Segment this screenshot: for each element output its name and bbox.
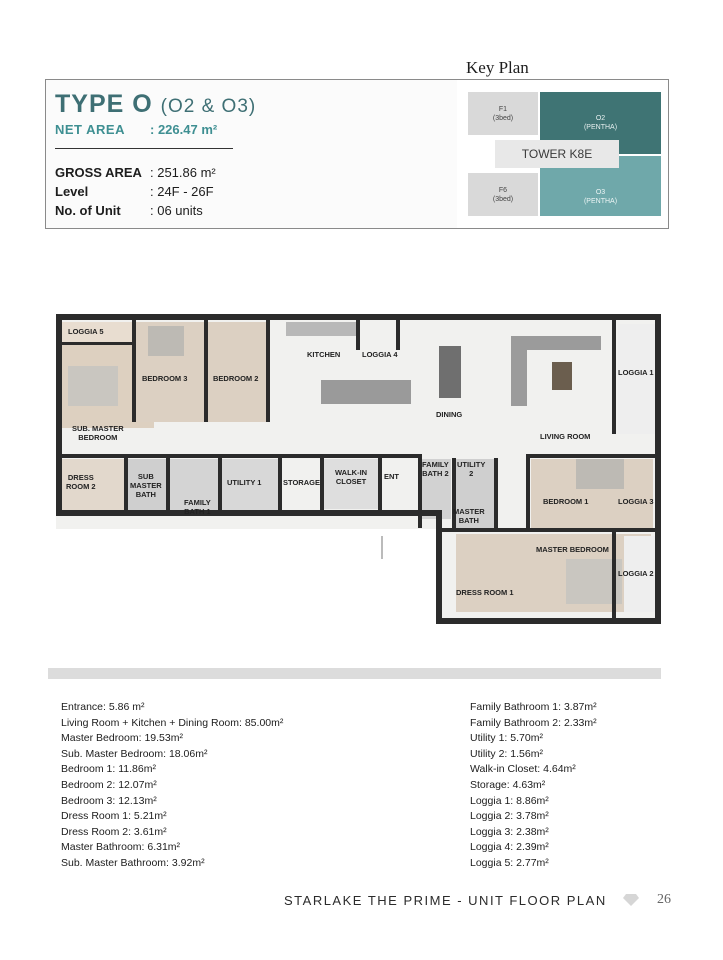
room-utility-2-line2: 2 — [469, 469, 474, 478]
level-label: Level — [55, 184, 89, 199]
area-item: Utility 1: 5.70m² — [470, 732, 543, 745]
area-item: Loggia 3: 2.38m² — [470, 825, 549, 838]
keyplan-f6-detail: (3bed) — [492, 195, 514, 203]
room-dress-1: DRESS ROOM 1 — [456, 588, 514, 597]
area-item: Living Room + Kitchen + Dining Room: 85.00m² — [61, 716, 284, 729]
keyplan-cell-f6 — [468, 173, 538, 216]
room-master-bath-line2: BATH — [458, 516, 479, 525]
area-item: Master Bathroom: 6.31m² — [61, 841, 181, 854]
room-loggia-2: LOGGIA 2 — [618, 569, 654, 578]
key-plan-diagram — [457, 79, 669, 229]
gross-area-label: GROSS AREA — [55, 165, 142, 180]
units-label: No. of Unit — [55, 203, 121, 218]
room-family-bath-2 — [422, 460, 449, 478]
area-item: Loggia 4: 2.39m² — [470, 841, 549, 854]
net-area-label: NET AREA — [55, 122, 125, 137]
room-loggia-4: LOGGIA 4 — [362, 350, 398, 359]
room-family-bath-1-line2: BATH 1 — [184, 507, 211, 516]
unit-type-title — [55, 90, 256, 119]
area-list-right — [470, 700, 597, 872]
room-bedroom-3: BEDROOM 3 — [142, 374, 188, 383]
room-utility-1: UTILITY 1 — [227, 478, 262, 487]
keyplan-o2-name: O2 — [595, 115, 606, 122]
area-item: Master Bedroom: 19.53m² — [61, 732, 183, 745]
room-family-bath-1-line1: FAMILY — [184, 498, 211, 507]
room-sub-master-line2: BEDROOM — [78, 433, 118, 442]
area-item: Sub. Master Bathroom: 3.92m² — [61, 856, 205, 869]
room-storage: STORAGE — [283, 478, 320, 487]
room-walk-in-closet — [335, 468, 367, 486]
units-value: : 06 units — [150, 203, 203, 218]
room-loggia-5: LOGGIA 5 — [68, 327, 104, 336]
area-item: Sub. Master Bedroom: 18.06m² — [61, 747, 208, 760]
keyplan-tower-label: TOWER K8E — [495, 140, 619, 168]
room-dress-2-line1: DRESS — [67, 473, 94, 482]
area-list-left — [61, 700, 283, 872]
keyplan-f1-detail: (3bed) — [492, 114, 514, 122]
room-bedroom-1: BEDROOM 1 — [543, 497, 589, 506]
info-divider — [55, 148, 233, 149]
room-loggia-1: LOGGIA 1 — [618, 368, 654, 377]
area-item: Dress Room 2: 3.61m² — [61, 825, 167, 838]
room-sub-master-line1: SUB. MASTER — [72, 424, 124, 433]
area-item: Bedroom 1: 11.86m² — [61, 763, 156, 776]
area-item: Dress Room 1: 5.21m² — [61, 810, 167, 823]
area-item: Bedroom 2: 12.07m² — [61, 778, 157, 791]
unit-info-panel — [45, 79, 458, 229]
room-bedroom-2: BEDROOM 2 — [213, 374, 259, 383]
room-family-bath-2-line1: FAMILY — [422, 460, 449, 469]
area-item: Loggia 2: 3.78m² — [470, 810, 549, 823]
room-walk-in-line1: WALK-IN — [335, 468, 368, 477]
key-plan-title: Key Plan — [466, 58, 529, 77]
unit-type-name: TYPE O — [55, 90, 153, 118]
room-dress-2 — [66, 473, 96, 491]
room-dining: DINING — [436, 410, 463, 419]
area-item: Family Bathroom 2: 2.33m² — [470, 716, 597, 729]
area-item: Loggia 5: 2.77m² — [470, 856, 549, 869]
room-walk-in-line2: CLOSET — [335, 477, 367, 486]
room-family-bath-2-line2: BATH 2 — [422, 469, 449, 478]
room-utility-2-line1: UTILITY — [457, 460, 486, 469]
room-master-bath — [453, 507, 485, 525]
room-sub-bath-line2: MASTER — [130, 481, 162, 490]
area-item: Entrance: 5.86 m² — [61, 701, 145, 713]
room-sub-bath-line3: BATH — [135, 490, 156, 499]
area-item: Loggia 1: 8.86m² — [470, 794, 549, 807]
section-divider-bar — [48, 668, 661, 679]
room-sub-bath-line1: SUB — [137, 472, 154, 481]
area-item: Bedroom 3: 12.13m² — [61, 794, 157, 807]
keyplan-f6-name: F6 — [498, 186, 508, 194]
area-item: Utility 2: 1.56m² — [470, 747, 543, 760]
room-kitchen: KITCHEN — [307, 350, 341, 359]
area-item: Walk-in Closet: 4.64m² — [470, 763, 576, 776]
room-loggia-3: LOGGIA 3 — [618, 497, 654, 506]
floor-plan — [56, 314, 661, 624]
area-item: Family Bathroom 1: 3.87m² — [470, 701, 597, 713]
gross-area-value: : 251.86 m² — [150, 165, 216, 180]
room-dress-2-line2: ROOM 2 — [66, 482, 96, 491]
unit-type-codes: (O2 & O3) — [160, 96, 257, 117]
room-family-bath-1 — [184, 498, 211, 516]
keyplan-cell-f1 — [468, 92, 538, 135]
keyplan-o3-name: O3 — [595, 189, 606, 196]
footer-title: STARLAKE THE PRIME - UNIT FLOOR PLAN — [284, 893, 607, 908]
diamond-icon — [623, 894, 639, 906]
room-master-bath-line1: MASTER — [453, 507, 485, 516]
area-item: Storage: 4.63m² — [470, 778, 546, 791]
level-value: : 24F - 26F — [150, 184, 214, 199]
keyplan-f1-name: F1 — [498, 105, 508, 113]
room-master-bedroom: MASTER BEDROOM — [536, 545, 609, 554]
keyplan-o3-detail: (PENTHA) — [583, 198, 618, 205]
room-utility-2 — [457, 460, 485, 478]
room-sub-master-bedroom — [72, 424, 124, 442]
net-area-value: : 226.47 m² — [150, 122, 218, 137]
keyplan-o2-detail: (PENTHA) — [583, 124, 618, 131]
room-living: LIVING ROOM — [540, 432, 591, 441]
page-number: 26 — [657, 892, 671, 907]
room-entrance: ENT — [384, 472, 399, 481]
room-sub-master-bath — [130, 472, 162, 499]
